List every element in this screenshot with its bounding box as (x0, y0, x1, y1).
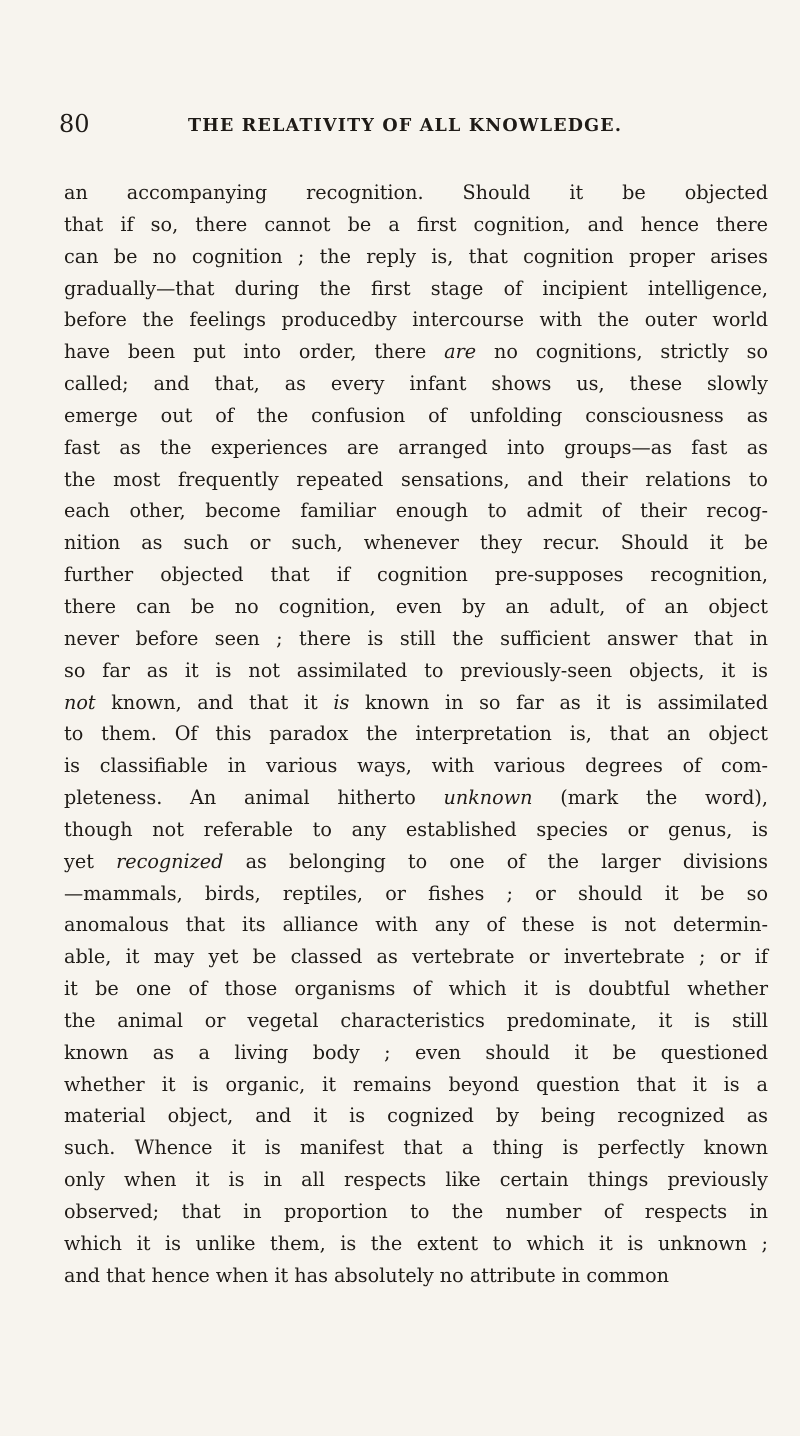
text-line: pleteness. An animal hitherto unknown (mark the word), (64, 786, 769, 810)
text-line: known as a living body ; even should it be questioned (64, 1040, 768, 1064)
text-line: only when it is in all respects like certain things previously (64, 1168, 768, 1192)
text-line: an accompanying recognition. Should it be objected (64, 181, 768, 204)
text-line: —mammals, birds, reptiles, or fishes ; or should it be so (64, 881, 768, 905)
text-line: though not referable to any established species or genus, is (64, 817, 768, 841)
italic-word: unknown (443, 786, 533, 810)
text-line: nition as such or such, whenever they recur. Should it be (64, 531, 768, 555)
text-line: emerge out of the confusion of unfolding consciousness as (64, 403, 768, 427)
page-number: 80 (59, 110, 90, 138)
text-line: is classifiable in various ways, with various degrees of com- (64, 754, 768, 778)
text-line: whether it is organic, it remains beyond question that it is a (64, 1072, 768, 1096)
text-line: never before seen ; there is still the sufficient answer that in (64, 626, 768, 650)
text-line: fast as the experiences are arranged into groups—as fast as (64, 435, 768, 459)
text-line: to them. Of this paradox the interpretation is, that an object (64, 722, 768, 746)
text-line: can be no cognition ; the reply is, that cognition proper arises (64, 244, 768, 268)
text-line: anomalous that its alliance with any of these is not determin- (64, 913, 768, 937)
text-line: so far as it is not assimilated to previously-seen objects, it is (64, 658, 768, 682)
text-line: before the feelings producedby intercourse with the outer world (64, 308, 768, 332)
text-line: not known, and that it is known in so far as it is assimilated (64, 690, 769, 714)
text-line: and that hence when it has absolutely no attribute in common (64, 1263, 669, 1287)
text-line: yet recognized as belonging to one of the larger divisions (64, 849, 768, 873)
text-line: the animal or vegetal characteristics predominate, it is still (64, 1008, 768, 1032)
italic-word: are (444, 340, 477, 364)
page-header (44, 108, 764, 142)
text-line: gradually—that during the first stage of incipient intelligence, (64, 276, 768, 300)
text-line: each other, become familiar enough to admit of their recog- (64, 499, 768, 523)
text-line: able, it may yet be classed as vertebrate or invertebrate ; or if (64, 945, 768, 969)
body-text (64, 177, 768, 1292)
text-line: material object, and it is cognized by being recognized as (64, 1104, 768, 1128)
text-line: such. Whence it is manifest that a thing is perfectly known (64, 1136, 768, 1160)
text-line: there can be no cognition, even by an adult, of an object (64, 594, 768, 618)
text-line: the most frequently repeated sensations, and their relations to (64, 467, 768, 491)
text-line: called; and that, as every infant shows us, these slowly (64, 372, 768, 396)
running-head: THE RELATIVITY OF ALL KNOWLEDGE. (188, 116, 623, 136)
text-line: which it is unlike them, is the extent to which it is unknown ; (64, 1231, 768, 1255)
text-line: it be one of those organisms of which it is doubtful whether (64, 977, 768, 1001)
italic-word: recognized (116, 849, 224, 873)
text-line: observed; that in proportion to the number of respects in (64, 1200, 768, 1223)
text-line: have been put into order, there are no cognitions, strictly so (64, 340, 768, 364)
italic-word: is (333, 690, 350, 714)
text-line: further objected that if cognition pre-supposes recognition, (64, 563, 768, 587)
text-line: that if so, there cannot be a first cognition, and hence there (64, 212, 768, 236)
italic-word: not (64, 690, 96, 714)
